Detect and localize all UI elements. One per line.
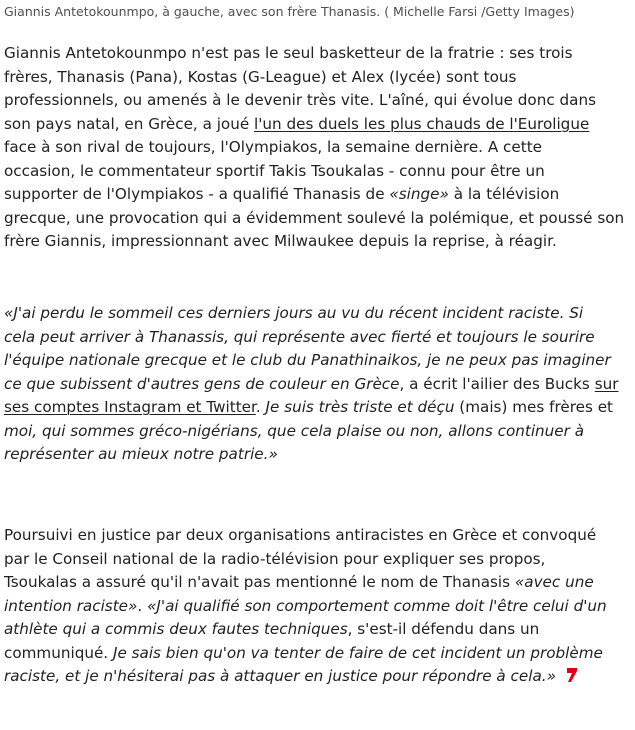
text-line: Poursuivi en justice par deux organisations antiracistes en Grèce et convoqué bbox=[4, 526, 597, 544]
text-run: , s'est-il défendu dans un bbox=[347, 620, 540, 638]
text-line: professionnels, ou amenés à le devenir très vite. L'aîné, qui évolue donc dans bbox=[4, 91, 596, 109]
text-run: communiqué. bbox=[4, 643, 113, 662]
text-run: «J'ai qualifié son comportement comme doit l'être celui d'un bbox=[147, 596, 607, 615]
text-line: moi, qui sommes gréco-nigérians, que cela plaise ou non, allons continuer à bbox=[4, 421, 585, 440]
text-run: (mais) mes frères et bbox=[454, 398, 613, 416]
text-line: représenter au mieux notre patrie.» bbox=[4, 445, 278, 463]
text-line bbox=[4, 113, 632, 137]
text-line: «J'ai perdu le sommeil ces derniers jours au vu du récent incident raciste. Si bbox=[4, 304, 584, 322]
text-line: face à son rival de toujours, l'Olympiakos, la semaine dernière. A cette bbox=[4, 138, 542, 156]
text-run: «avec une bbox=[514, 573, 594, 591]
text-line bbox=[4, 396, 632, 420]
text-line: frères, Thanasis (Pana), Kostas (G-League) et Alex (lycée) sont tous bbox=[4, 67, 517, 86]
text-line: par le Conseil national de la radio-télévision pour expliquer ses propos, bbox=[4, 549, 546, 568]
text-line bbox=[4, 571, 632, 595]
text-line bbox=[4, 595, 632, 619]
article-paragraph-1 bbox=[4, 42, 632, 254]
text-line: Giannis Antetokounmpo n'est pas le seul basketteur de la fratrie : ses trois bbox=[4, 44, 573, 62]
text-run: Tsoukalas a assuré qu'il n'avait pas mentionné le nom de Thanasis bbox=[4, 573, 515, 591]
photo-caption: Giannis Antetokounmpo, à gauche, avec son frère Thanasis. ( Michelle Farsi /Getty Images) bbox=[4, 4, 575, 19]
text-line bbox=[4, 665, 632, 691]
text-run: raciste, et je n'hésiterai pas à attaquer en justice pour répondre à cela.» bbox=[4, 667, 556, 685]
text-line: occasion, le commentateur sportif Takis Tsoukalas - connu pour être un bbox=[4, 161, 545, 180]
text-line bbox=[4, 618, 632, 642]
article-paragraph-2 bbox=[4, 302, 632, 467]
libe-end-mark-icon bbox=[566, 667, 578, 691]
text-line bbox=[4, 373, 632, 397]
quote-singe: «singe» bbox=[389, 185, 449, 203]
text-line: cela peut arriver à Thanassis, qui représente avec fierté et toujours le sourire bbox=[4, 327, 595, 346]
social-accounts-link[interactable]: sur bbox=[594, 374, 619, 393]
end-mark-shape bbox=[566, 667, 578, 683]
text-run: . bbox=[137, 596, 148, 615]
text-run: son pays natal, en Grèce, a joué bbox=[4, 114, 255, 133]
text-run: . bbox=[255, 398, 266, 416]
text-run: athlète qui a commis deux fautes techniques bbox=[4, 620, 348, 638]
text-line: l'équipe nationale grecque et le club du Panathinaikos, je ne peux pas imaginer bbox=[4, 351, 611, 369]
text-run: Je suis très triste et déçu bbox=[265, 398, 455, 416]
text-line: grecque, une provocation qui a évidemment soulevé la polémique, et poussé son bbox=[4, 208, 625, 227]
article-paragraph-3 bbox=[4, 524, 632, 691]
text-run: ce que subissent d'autres gens de couleur en Grèce bbox=[4, 374, 400, 393]
text-run: intention raciste» bbox=[4, 596, 138, 615]
text-line: frère Giannis, impressionnant avec Milwaukee depuis la reprise, à réagir. bbox=[4, 232, 557, 250]
text-run: à la télévision bbox=[448, 185, 560, 203]
text-run: Je sais bien qu'on va tenter de faire de cet incident un problème bbox=[112, 643, 603, 662]
social-accounts-link-cont[interactable]: ses comptes Instagram et Twitter bbox=[4, 398, 256, 416]
text-line bbox=[4, 183, 632, 207]
euroligue-duel-link[interactable]: l'un des duels les plus chauds de l'Euroligue bbox=[254, 114, 590, 133]
text-line bbox=[4, 642, 632, 666]
text-run: supporter de l'Olympiakos - a qualifié Thanasis de bbox=[4, 185, 390, 203]
text-run: , a écrit l'ailier des Bucks bbox=[399, 374, 595, 393]
